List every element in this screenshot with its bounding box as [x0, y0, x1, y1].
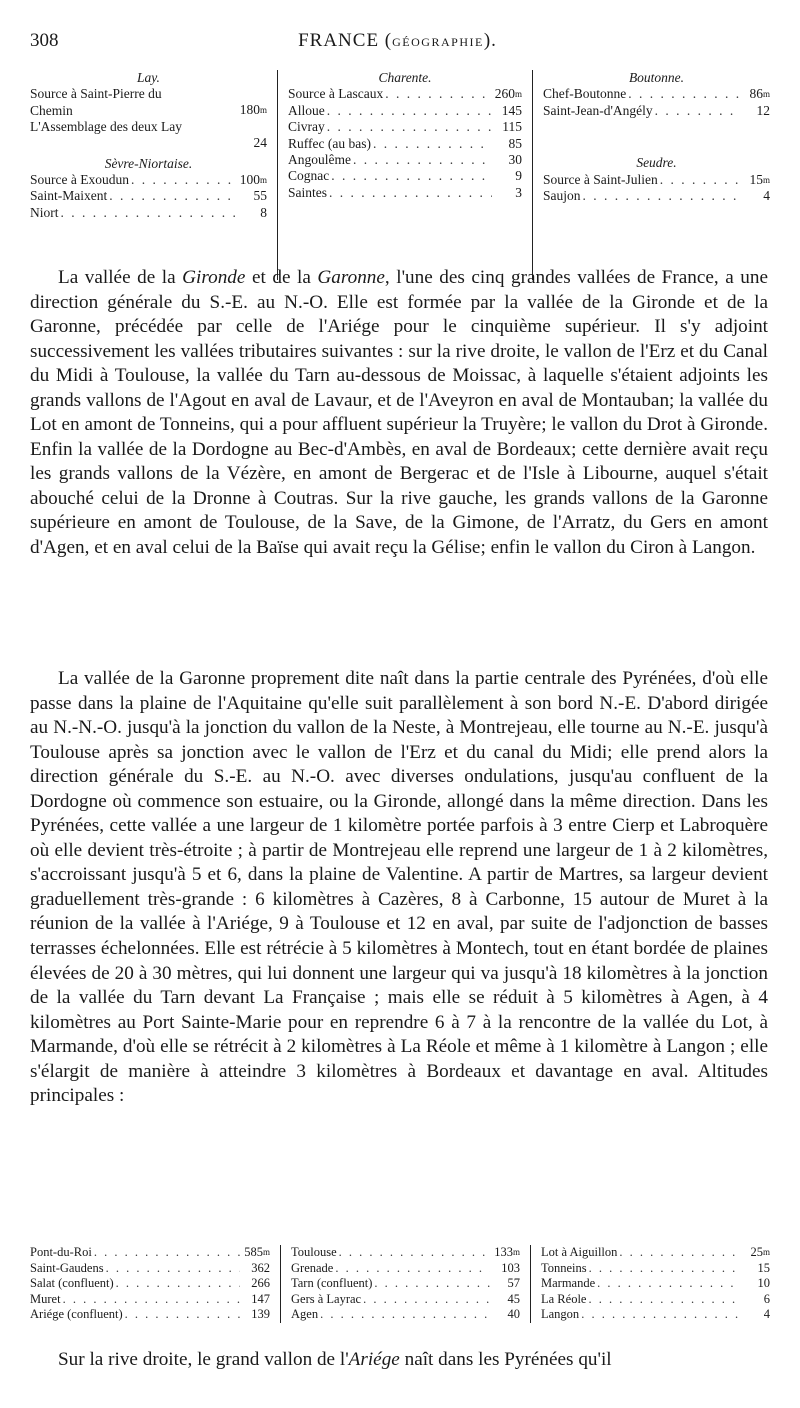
- table-row: [30, 172, 267, 188]
- table-row: [30, 1292, 270, 1308]
- row-name: Marmande: [541, 1276, 596, 1291]
- row-name: L'Assemblage des deux Lay: [30, 119, 183, 135]
- table-column: [30, 70, 277, 280]
- row-value: 45: [507, 1291, 520, 1306]
- row-name: Niort: [30, 204, 59, 220]
- running-title-main: FRANCE (: [298, 30, 393, 51]
- leader-dots: [94, 1245, 240, 1261]
- row-value-cell: [494, 152, 522, 168]
- leader-dots: [339, 1245, 490, 1261]
- row-value-cell: [742, 1276, 770, 1292]
- row-value: 24: [253, 135, 267, 151]
- table-row: [541, 1245, 770, 1261]
- table-column: [530, 1245, 770, 1323]
- row-value-cell: [242, 1261, 270, 1277]
- leader-dots: [329, 185, 492, 201]
- row-value-cell: [742, 1307, 770, 1323]
- row-value: 6: [763, 1291, 770, 1306]
- table-row: [288, 119, 522, 135]
- leader-dots: [131, 172, 237, 188]
- row-value: 260: [494, 86, 515, 102]
- row-name: Tonneins: [541, 1260, 587, 1275]
- row-unit: m: [514, 89, 522, 100]
- table-column: [277, 70, 532, 280]
- row-unit: m: [512, 1247, 520, 1257]
- row-name: Agen: [291, 1307, 319, 1322]
- section-heading: Lay.: [137, 70, 160, 85]
- row-value-cell: [742, 103, 770, 119]
- table-row: [291, 1307, 520, 1323]
- paragraph: [30, 1348, 768, 1373]
- leader-dots: [589, 1261, 740, 1277]
- row-unit: m: [762, 1247, 770, 1257]
- table-row: [291, 1276, 520, 1292]
- row-value: 3: [515, 184, 522, 200]
- row-value: 100: [239, 172, 260, 188]
- row-value: 85: [508, 135, 522, 151]
- row-name: Toulouse: [291, 1245, 337, 1259]
- row-value: 25: [750, 1245, 763, 1259]
- row-value-cell: [242, 1292, 270, 1308]
- table-row: [291, 1261, 520, 1277]
- paragraph-garonne-valley: [30, 667, 768, 1109]
- section-heading: Boutonne.: [628, 70, 685, 85]
- row-name: Source à Saint-Julien: [543, 171, 658, 187]
- table-row: [541, 1276, 770, 1292]
- page-header: [30, 30, 765, 60]
- running-title-small-caps: GÉOGRAPHIE: [392, 35, 484, 49]
- section-heading: Sèvre-Niortaise.: [104, 155, 193, 171]
- row-value: 147: [251, 1291, 270, 1306]
- row-name: Saint-Jean-d'Angély: [543, 102, 653, 118]
- row-value: 139: [251, 1307, 270, 1322]
- row-name: Source à Exoudun: [30, 172, 129, 188]
- row-value-cell: [492, 1276, 520, 1292]
- row-name: Pont-du-Roi: [30, 1245, 92, 1259]
- row-value-cell: [242, 1245, 270, 1261]
- text-run: naît dans les Pyrénées qu'il: [399, 1349, 612, 1370]
- leader-dots: [588, 1292, 740, 1308]
- row-value: 145: [501, 102, 522, 118]
- table-row: [288, 152, 522, 168]
- row-value-cell: [492, 1245, 520, 1261]
- row-unit: m: [762, 174, 770, 185]
- row-name: Civray: [288, 119, 325, 135]
- table-row: [543, 103, 770, 119]
- row-name: Muret: [30, 1291, 61, 1306]
- table-row: [30, 1276, 270, 1292]
- leader-dots: [597, 1276, 740, 1292]
- row-value-cell: [494, 86, 522, 102]
- table-row: [291, 1292, 520, 1308]
- text-run: La vallée de la: [58, 267, 183, 288]
- row-value-cell: [742, 1245, 770, 1261]
- altitude-table-bottom: [30, 1245, 770, 1323]
- table-row: [288, 136, 522, 152]
- table-row: [543, 188, 770, 204]
- row-name: Tarn (confluent): [291, 1276, 373, 1291]
- row-value: 8: [260, 204, 267, 220]
- leader-dots: [660, 172, 740, 188]
- row-name: Ariége (confluent): [30, 1307, 123, 1322]
- row-name: Chef-Boutonne: [543, 86, 627, 102]
- table-row: [291, 1245, 520, 1261]
- running-title: [30, 30, 765, 52]
- leader-dots: [628, 86, 740, 102]
- row-value: 9: [515, 168, 522, 184]
- row-name: Source à Lascaux: [288, 86, 384, 102]
- row-value: 86: [749, 86, 763, 102]
- row-unit: m: [259, 105, 267, 116]
- row-name: Lot à Aiguillon: [541, 1245, 618, 1259]
- table-row: [288, 86, 522, 102]
- leader-dots: [327, 119, 492, 135]
- leader-dots: [116, 1276, 240, 1292]
- leader-dots: [581, 1307, 740, 1323]
- leader-dots: [374, 1276, 490, 1292]
- row-name: Saint-Maixent: [30, 188, 108, 204]
- row-value-cell: [242, 1307, 270, 1323]
- row-value-cell: [494, 185, 522, 201]
- row-name: Alloue: [288, 102, 325, 118]
- row-value-cell: [494, 136, 522, 152]
- row-name: Saint-Gaudens: [30, 1260, 104, 1275]
- row-name: Grenade: [291, 1260, 334, 1275]
- table-row: [541, 1261, 770, 1277]
- section-heading: Charente.: [378, 70, 432, 85]
- table-row: [543, 172, 770, 188]
- table-row: [30, 86, 267, 119]
- leader-dots: [331, 168, 492, 184]
- row-value: 4: [763, 188, 770, 204]
- table-row: [30, 188, 267, 204]
- row-value-cell: [494, 119, 522, 135]
- row-value: 15: [757, 1260, 770, 1275]
- row-value-cell: [239, 188, 267, 204]
- leader-dots: [619, 1245, 740, 1261]
- row-value: 133: [494, 1245, 513, 1259]
- row-name: Saujon: [543, 188, 581, 204]
- row-unit: m: [262, 1247, 270, 1257]
- row-value-cell: [239, 172, 267, 188]
- row-value: 103: [501, 1260, 520, 1275]
- leader-dots: [125, 1307, 240, 1323]
- text-run: Sur la rive droite, le grand vallon de l': [58, 1349, 349, 1370]
- page-number: 308: [30, 30, 59, 51]
- row-value: 15: [749, 171, 763, 187]
- leader-dots: [61, 205, 238, 221]
- row-value-cell: [242, 1276, 270, 1292]
- table-row: [543, 86, 770, 102]
- table-column: [280, 1245, 530, 1323]
- row-value: 4: [763, 1307, 770, 1322]
- table-row: [288, 185, 522, 201]
- row-name: Angoulême: [288, 152, 351, 168]
- row-unit: m: [259, 175, 267, 186]
- row-value: 266: [251, 1276, 270, 1291]
- row-value: 10: [757, 1276, 770, 1291]
- row-value-cell: [494, 168, 522, 184]
- leader-dots: [373, 136, 492, 152]
- paragraph-ariege: [30, 1348, 768, 1373]
- row-value-cell: [492, 1292, 520, 1308]
- paragraph-gironde-garonne: [30, 266, 768, 561]
- row-name: Saintes: [288, 184, 327, 200]
- table-row: [541, 1307, 770, 1323]
- leader-dots: [335, 1261, 490, 1277]
- row-value-cell: [742, 1292, 770, 1308]
- row-value-cell: [492, 1261, 520, 1277]
- row-value-cell: [239, 205, 267, 221]
- row-value-cell: [742, 1261, 770, 1277]
- row-value-cell: [742, 188, 770, 204]
- italic-run: Gironde: [182, 267, 246, 288]
- paragraph: [30, 266, 768, 561]
- section-heading: Seudre.: [636, 155, 677, 171]
- running-title-end: ).: [483, 30, 497, 51]
- row-value: 180: [239, 102, 260, 118]
- row-unit: m: [762, 89, 770, 100]
- leader-dots: [106, 1261, 240, 1277]
- row-value: 12: [756, 102, 770, 118]
- leader-dots: [363, 1292, 490, 1308]
- text-run: , l'une des cinq grandes vallées de France, a une direction générale du S.-E. au N.-O. Elle est formée par la vallée de la Gironde et de la Garonne, précédée par celle de l'Ariége pour le cinquième supérieur. Il s'y adjoint successivement les vallées tributaires suivantes : sur la rive droite, le vallon de l'Erz et du Canal du Midi à Toulouse, la vallée du Tarn au-dessous de Moissac, à laquelle s'étaient adjoints les grands vallons de l'Agout en aval de Lavaur, et de l'Aveyron en aval de Montauban; la vallée du Lot en amont de Tonneins, qui a pour affluent supérieur la Truyère; le vallon du Drot à Gironde. Enfin la vallée de la Dordogne au Bec-d'Ambès, en aval de Bordeaux; cette dernière avait reçu les grands vallons de la Vézère, en amont de Bergerac et de l'Isle à Libourne, auquel s'était abouché celui de la Dronne à Coutras. Sur la rive gauche, les grands vallons de la Garonne supérieure en amont de Toulouse, de la Save, de la Gimone, de l'Arratz, du Gers en amont d'Agen, et en aval celui de la Baïse qui avait reçu la Gélise; enfin le vallon du Ciron à Langon.: [30, 267, 768, 559]
- row-value: 115: [502, 119, 522, 135]
- table-row: [288, 103, 522, 119]
- table-row: [541, 1292, 770, 1308]
- row-value: 30: [508, 152, 522, 168]
- leader-dots: [655, 103, 740, 119]
- row-name: Source à Saint-Pierre du Chemin: [30, 86, 162, 118]
- row-value: 362: [251, 1260, 270, 1275]
- leader-dots: [353, 152, 492, 168]
- table-column: [30, 1245, 280, 1323]
- leader-dots: [327, 103, 492, 119]
- row-value-cell: [742, 172, 770, 188]
- row-value-cell: [742, 86, 770, 102]
- table-row: [30, 1245, 270, 1261]
- table-row: [288, 168, 522, 184]
- table-column: [532, 70, 770, 280]
- table-row: [30, 119, 267, 151]
- row-name: Ruffec (au bas): [288, 135, 371, 151]
- table-row: [30, 205, 267, 221]
- leader-dots: [583, 188, 740, 204]
- row-value: 55: [253, 188, 267, 204]
- row-name: Salat (confluent): [30, 1276, 114, 1291]
- row-name: Gers à Layrac: [291, 1291, 362, 1306]
- leader-dots: [109, 188, 237, 204]
- leader-dots: [385, 86, 492, 102]
- row-name: La Réole: [541, 1291, 587, 1306]
- row-value: 57: [507, 1276, 520, 1291]
- row-name: Langon: [541, 1307, 580, 1322]
- italic-run: Ariége: [348, 1349, 400, 1370]
- row-value: 40: [507, 1307, 520, 1322]
- leader-dots: [320, 1307, 490, 1323]
- row-name: Cognac: [288, 168, 330, 184]
- row-value-cell: [492, 1307, 520, 1323]
- text-run: et de la: [245, 267, 318, 288]
- table-row: [30, 1261, 270, 1277]
- row-value-cell: [494, 103, 522, 119]
- table-row: [30, 1307, 270, 1323]
- italic-run: Garonne: [317, 267, 385, 288]
- row-value: 585: [244, 1245, 263, 1259]
- altitude-table-top: [30, 70, 770, 280]
- leader-dots: [63, 1292, 240, 1308]
- paragraph: La vallée de la Garonne proprement dite naît dans la partie centrale des Pyrénées, d'où elle passe dans la plaine de l'Aquitaine qu'elle suit parallèlement à son bord N.-E. D'abord dirigée au N.-N.-O. jusqu'à la jonction du vallon de la Neste, à Montrejeau, elle tourne au N.-E. jusqu'à Toulouse après sa jonction avec le vallon de l'Erz et du canal du Midi; elle prend alors la direction générale du S.-E. au N.-O. avec diverses ondulations, jusqu'au confluent de la Dordogne où commence son estuaire, ou la Gironde, allongé dans la même direction. Dans les Pyrénées, cette vallée a une largeur de 1 kilomètre portée parfois à 3 entre Cierp et Labroquère où elle devient très-étroite ; à partir de Montrejeau elle reprend une largeur de 1 à 2 kilomètres, s'accroissant jusqu'à 5 et 6, dans la plaine de Valentine. A partir de Martres, sa largeur devient graduellement très-grande : 6 kilomètres à Cazères, 8 à Carbonne, 15 autour de Muret à la réunion de la vallée à l'Ariége, 9 à Toulouse et 12 en aval, par suite de l'adjonction de basses terrasses échelonnées. Elle est rétrécie à 5 kilomètres à Montech, tout en étant bordée de plaines élevées de 20 à 30 mètres, qui lui donnent une largeur qui va jusqu'à 18 kilomètres à la jonction de la vallée du Tarn devant La Française ; mais elle se réduit à 5 kilomètres à Agen, à 4 kilomètres au Port Sainte-Marie pour en reprendre 6 à 7 à la rencontre de la vallée du Lot, à Marmande, d'où elle se rétrécit à 2 kilomètres à La Réole et même à 1 kilomètre à Langon ; elle s'élargit de manière à atteindre 3 kilomètres à Bordeaux et davantage en aval. Altitudes principales :: [30, 668, 768, 1107]
